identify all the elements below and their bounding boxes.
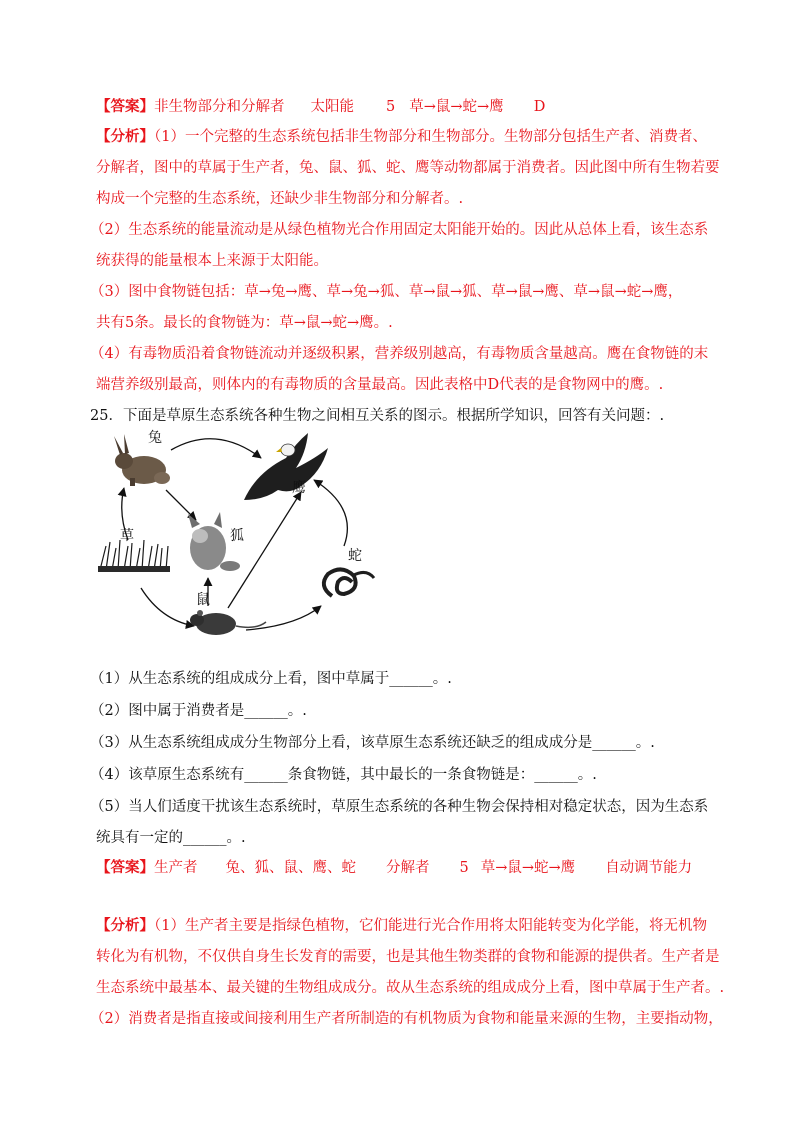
subquestion [90, 669, 710, 689]
analysis-1-line [96, 313, 710, 333]
arrow-mouse-eagle [228, 492, 301, 608]
arrow-snake-eagle [314, 480, 347, 546]
subquestion-text: （5）当人们适度干扰该生态系统时，草原生态系统的各种生物会保持相对稳定状态，因为生态系 [90, 799, 709, 815]
answer-item: 草→鼠→蛇→鹰 [480, 860, 576, 876]
analysis-text: 构成一个完整的生态系统，还缺少非生物部分和分解者。. [96, 191, 464, 207]
arrow-rabbit-eagle [171, 439, 261, 458]
snake-icon [324, 569, 374, 596]
answer-item: 草→鼠→蛇→鹰 [409, 99, 504, 115]
analysis-text: 端营养级别最高，则体内的有毒物质的含量最高。因此表格中D代表的是食物网中的鹰。. [96, 377, 664, 393]
analysis-2-line [90, 1009, 723, 1029]
answer-item: 生产者 [154, 860, 198, 876]
analysis-text: （2）生态系统的能量流动是从绿色植物光合作用固定太阳能开始的。因此从总体上看，该生态系 [90, 222, 709, 238]
answer-1 [96, 97, 710, 117]
analysis-1-line [96, 251, 710, 271]
subquestion-text: （1）从生态系统的组成成分上看，图中草属于______。. [90, 671, 452, 687]
arrow-grass-mouse [141, 588, 194, 626]
analysis-1-line [96, 127, 710, 147]
label-fox: 狐 [230, 528, 244, 544]
subquestion-text: 统具有一定的______。. [96, 830, 246, 846]
analysis-text: 统获得的能量根本上来源于太阳能。 [96, 253, 328, 269]
arrow-rabbit-fox [166, 490, 196, 520]
answer-item: 5 [459, 860, 469, 876]
subquestion [90, 733, 710, 753]
analysis-tag: 【分析】 [96, 128, 154, 145]
subquestion-text: （4）该草原生态系统有______条食物链，其中最长的一条食物链是：______。. [90, 767, 597, 783]
analysis-1-line [90, 344, 710, 364]
analysis-text: 共有5条。最长的食物链为：草→鼠→蛇→鹰。. [96, 315, 393, 331]
subquestion-text: （2）图中属于消费者是______。. [90, 703, 307, 719]
answer-item: 非生物部分和分解者 [154, 99, 285, 115]
answer-item: 太阳能 [310, 99, 354, 115]
subquestion [90, 701, 710, 721]
analysis-2-line [96, 947, 720, 967]
analysis-text: （1）一个完整的生态系统包括非生物部分和生物部分。生物部分包括生产者、消费者、 [154, 129, 707, 145]
label-snake: 蛇 [348, 548, 362, 564]
question-25-stem [90, 406, 710, 426]
analysis-1-line [96, 189, 710, 209]
analysis-2-line [96, 978, 725, 998]
subquestion-text: （3）从生态系统组成成分生物部分上看，该草原生态系统还缺乏的组成成分是______。. [90, 735, 655, 751]
answer-item: D [533, 99, 546, 115]
analysis-1-line [96, 375, 710, 395]
answer-item: 自动调节能力 [605, 860, 693, 876]
analysis-text: 转化为有机物，不仅供自身生长发育的需要，也是其他生物类群的食物和能源的提供者。生产者是 [96, 949, 720, 965]
question-stem-text: 25．下面是草原生态系统各种生物之间相互关系的图示。根据所学知识，回答有关问题：. [90, 408, 665, 424]
analysis-text: 分解者，图中的草属于生产者，兔、鼠、狐、蛇、鹰等动物都属于消费者。因此图中所有生物若要 [96, 160, 720, 176]
food-web-diagram [96, 428, 396, 643]
analysis-1-line [90, 282, 710, 302]
analysis-1-line [90, 220, 710, 240]
answer-item: 5 [386, 99, 396, 115]
eagle-icon [244, 433, 328, 500]
grass-icon [98, 540, 170, 572]
analysis-text: （3）图中食物链包括：草→兔→鹰、草→兔→狐、草→鼠→狐、草→鼠→鹰、草→鼠→蛇→鹰， [90, 284, 683, 300]
label-grass: 草 [120, 528, 134, 544]
analysis-1-line [96, 158, 720, 178]
answer-2 [96, 858, 710, 878]
subquestion [90, 797, 710, 817]
mouse-icon [190, 610, 266, 635]
answer-tag: 【答案】 [96, 859, 154, 876]
label-rabbit: 兔 [148, 430, 162, 446]
analysis-text: 生态系统中最基本、最关键的生物组成成分。故从生态系统的组成成分上看，图中草属于生产者。. [96, 980, 725, 996]
analysis-text: （4）有毒物质沿着食物链流动并逐级积累，营养级别越高，有毒物质含量越高。鹰在食物链的末 [90, 346, 709, 362]
analysis-2-line [96, 916, 710, 936]
answer-item: 兔、狐、鼠、鹰、蛇 [225, 860, 356, 876]
answer-item: 分解者 [386, 860, 430, 876]
answer-tag: 【答案】 [96, 98, 154, 115]
analysis-text: （1）生产者主要是指绿色植物，它们能进行光合作用将太阳能转变为化学能，将无机物 [154, 918, 707, 934]
food-web-figure [96, 428, 396, 643]
analysis-text: （2）消费者是指直接或间接利用生产者所制造的有机物质为食物和能量来源的生物，主要指动物， [90, 1011, 723, 1027]
analysis-tag: 【分析】 [96, 917, 154, 934]
label-eagle: 鹰 [292, 480, 306, 496]
subquestion [96, 828, 710, 848]
label-mouse: 鼠 [196, 592, 210, 608]
subquestion [90, 765, 710, 785]
